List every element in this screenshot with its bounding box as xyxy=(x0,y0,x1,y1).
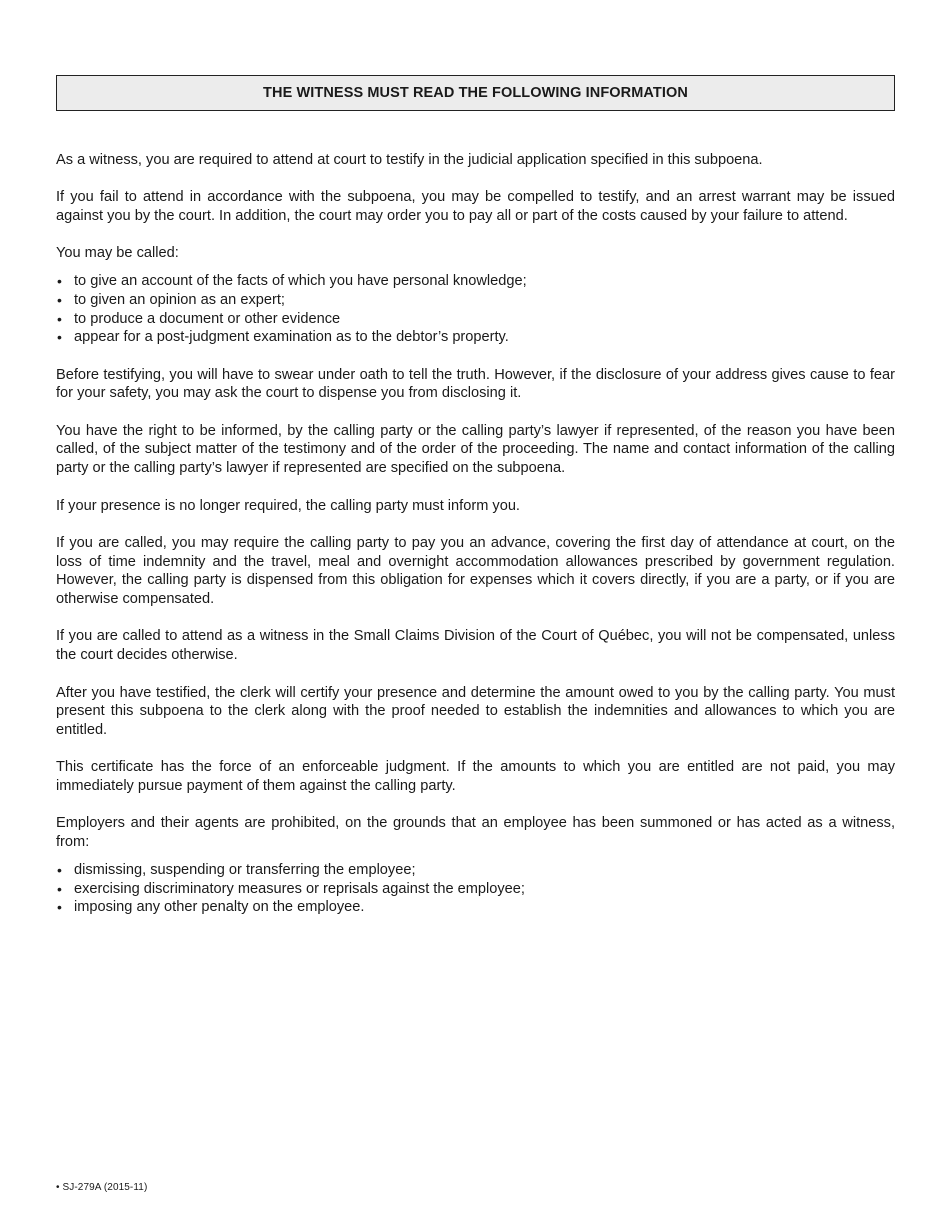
paragraph-clerk-certify: After you have testified, the clerk will certify your presence and determine the amount owed to you by the calling party. You must present this subpoena to the clerk along with the proof needed to establish the indemnities and allowances to which you are entitled. xyxy=(56,684,895,738)
list-item: • appear for a post-judgment examination as to the debtor’s property. xyxy=(56,328,895,347)
page-title: THE WITNESS MUST READ THE FOLLOWING INFORMATION xyxy=(263,85,688,101)
paragraph-oath: Before testifying, you will have to swear under oath to tell the truth. However, if the disclosure of your address gives cause to fear for your safety, you may ask the court to dispense you from disclosing it. xyxy=(56,366,895,402)
paragraph-employers: Employers and their agents are prohibited, on the grounds that an employee has been summoned or has acted as a witness, from: xyxy=(56,815,895,851)
list-item: • dismissing, suspending or transferring the employee; xyxy=(56,861,895,880)
paragraph-presence-not-required: If your presence is no longer required, the calling party must inform you. xyxy=(56,497,520,514)
called-list xyxy=(56,272,895,347)
paragraph-failure-to-attend: If you fail to attend in accordance with the subpoena, you may be compelled to testify, and an arrest warrant may be issued against you by the court. In addition, the court may order you to pay all or part of the costs caused by your failure to attend. xyxy=(56,189,895,225)
list-item: • to produce a document or other evidence xyxy=(56,310,895,329)
header-box xyxy=(56,75,895,111)
document-body xyxy=(56,151,895,917)
form-code: • SJ-279A (2015-11) xyxy=(56,1182,148,1193)
document-page xyxy=(56,75,895,936)
list-item: • exercising discriminatory measures or reprisals against the employee; xyxy=(56,880,895,899)
list-item: • to give an account of the facts of which you have personal knowledge; xyxy=(56,272,895,291)
list-item: • to given an opinion as an expert; xyxy=(56,291,895,310)
list-item: • imposing any other penalty on the employee. xyxy=(56,898,895,917)
paragraph-attendance: As a witness, you are required to attend at court to testify in the judicial application specified in this subpoena. xyxy=(56,152,763,168)
prohibited-list xyxy=(56,861,895,917)
paragraph-right-to-be-informed: You have the right to be informed, by the calling party or the calling party’s lawyer if represented, of the reason you have been called, of the subject matter of the testimony and of the order of the proceeding. The name and contact information of the calling party or the calling party’s lawyer if represented are specified on the subpoena. xyxy=(56,422,895,477)
paragraph-small-claims: If you are called to attend as a witness in the Small Claims Division of the Court of Québec, you will not be compensated, unless the court decides otherwise. xyxy=(56,628,895,664)
paragraph-certificate: This certificate has the force of an enforceable judgment. If the amounts to which you are entitled are not paid, you may immediately pursue payment of them against the calling party. xyxy=(56,759,895,795)
paragraph-may-be-called: You may be called: xyxy=(56,245,179,262)
paragraph-advance: If you are called, you may require the calling party to pay you an advance, covering the first day of attendance at court, on the loss of time indemnity and the travel, meal and overnight accommodation allowances prescribed by government regulation. However, the calling party is dispensed from this obligation for expenses which it covers directly, if you are a party, or if you are otherwise compensated. xyxy=(56,534,895,608)
